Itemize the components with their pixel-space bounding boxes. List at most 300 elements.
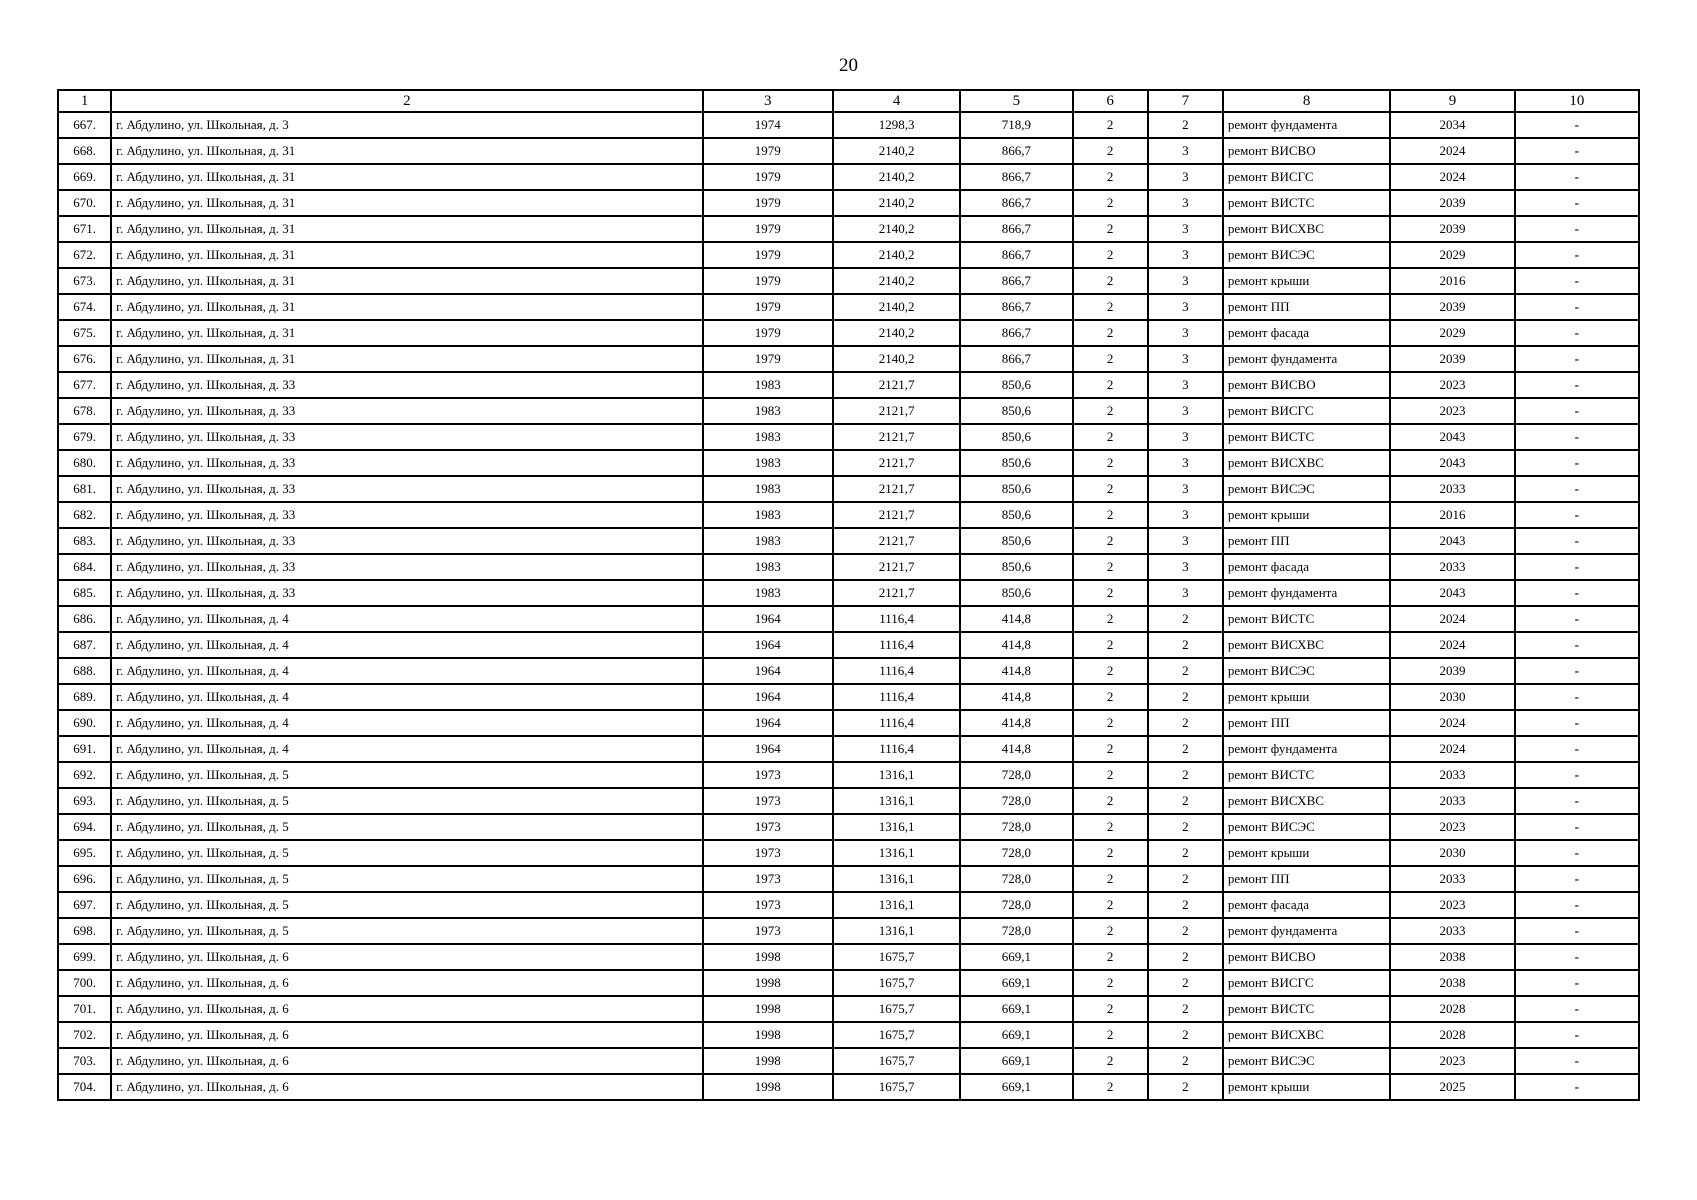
column-header: 1 — [58, 90, 111, 112]
col10-cell: - — [1515, 918, 1639, 944]
table-row — [58, 788, 1639, 814]
row-number-cell: 671. — [58, 216, 111, 242]
table-row — [58, 892, 1639, 918]
living-area-cell: 850,6 — [960, 424, 1072, 450]
table-row — [58, 944, 1639, 970]
table-row — [58, 814, 1639, 840]
work-type-cell: ремонт ПП — [1223, 866, 1390, 892]
table-row — [58, 736, 1639, 762]
planned-year-cell: 2033 — [1390, 762, 1514, 788]
col6-cell: 2 — [1073, 242, 1148, 268]
year-cell: 1979 — [703, 268, 833, 294]
planned-year-cell: 2030 — [1390, 840, 1514, 866]
living-area-cell: 866,7 — [960, 346, 1072, 372]
work-type-cell: ремонт ВИСВО — [1223, 138, 1390, 164]
total-area-cell: 1316,1 — [833, 814, 960, 840]
year-cell: 1998 — [703, 996, 833, 1022]
col7-cell: 2 — [1148, 606, 1223, 632]
living-area-cell: 414,8 — [960, 684, 1072, 710]
work-type-cell: ремонт ВИСЭС — [1223, 814, 1390, 840]
table-row — [58, 372, 1639, 398]
col6-cell: 2 — [1073, 346, 1148, 372]
address-cell: г. Абдулино, ул. Школьная, д. 5 — [111, 866, 702, 892]
living-area-cell: 866,7 — [960, 320, 1072, 346]
col7-cell: 3 — [1148, 216, 1223, 242]
table-row — [58, 996, 1639, 1022]
col6-cell: 2 — [1073, 788, 1148, 814]
table-row — [58, 866, 1639, 892]
total-area-cell: 1116,4 — [833, 684, 960, 710]
row-number-cell: 697. — [58, 892, 111, 918]
table-row — [58, 398, 1639, 424]
address-cell: г. Абдулино, ул. Школьная, д. 31 — [111, 346, 702, 372]
col7-cell: 2 — [1148, 788, 1223, 814]
row-number-cell: 704. — [58, 1074, 111, 1100]
table-row — [58, 450, 1639, 476]
year-cell: 1983 — [703, 372, 833, 398]
planned-year-cell: 2039 — [1390, 294, 1514, 320]
row-number-cell: 698. — [58, 918, 111, 944]
row-number-cell: 696. — [58, 866, 111, 892]
living-area-cell: 718,9 — [960, 112, 1072, 138]
total-area-cell: 2121,7 — [833, 554, 960, 580]
total-area-cell: 2121,7 — [833, 502, 960, 528]
planned-year-cell: 2028 — [1390, 1022, 1514, 1048]
living-area-cell: 850,6 — [960, 372, 1072, 398]
col10-cell: - — [1515, 554, 1639, 580]
total-area-cell: 2121,7 — [833, 580, 960, 606]
work-type-cell: ремонт ВИСХВС — [1223, 450, 1390, 476]
col6-cell: 2 — [1073, 684, 1148, 710]
row-number-cell: 699. — [58, 944, 111, 970]
planned-year-cell: 2033 — [1390, 866, 1514, 892]
planned-year-cell: 2028 — [1390, 996, 1514, 1022]
year-cell: 1964 — [703, 658, 833, 684]
work-type-cell: ремонт ВИСЭС — [1223, 242, 1390, 268]
planned-year-cell: 2039 — [1390, 346, 1514, 372]
col10-cell: - — [1515, 424, 1639, 450]
planned-year-cell: 2043 — [1390, 580, 1514, 606]
col10-cell: - — [1515, 242, 1639, 268]
col6-cell: 2 — [1073, 580, 1148, 606]
col6-cell: 2 — [1073, 164, 1148, 190]
col6-cell: 2 — [1073, 1022, 1148, 1048]
living-area-cell: 669,1 — [960, 1022, 1072, 1048]
col6-cell: 2 — [1073, 892, 1148, 918]
total-area-cell: 1116,4 — [833, 736, 960, 762]
year-cell: 1979 — [703, 216, 833, 242]
total-area-cell: 2121,7 — [833, 450, 960, 476]
table-row — [58, 632, 1639, 658]
col7-cell: 2 — [1148, 814, 1223, 840]
column-header: 2 — [111, 90, 702, 112]
col7-cell: 3 — [1148, 528, 1223, 554]
work-type-cell: ремонт ВИСТС — [1223, 606, 1390, 632]
col6-cell: 2 — [1073, 294, 1148, 320]
row-number-cell: 690. — [58, 710, 111, 736]
planned-year-cell: 2016 — [1390, 268, 1514, 294]
address-cell: г. Абдулино, ул. Школьная, д. 31 — [111, 190, 702, 216]
col7-cell: 2 — [1148, 866, 1223, 892]
col6-cell: 2 — [1073, 1074, 1148, 1100]
year-cell: 1974 — [703, 112, 833, 138]
table-row — [58, 294, 1639, 320]
year-cell: 1973 — [703, 788, 833, 814]
col6-cell: 2 — [1073, 606, 1148, 632]
col10-cell: - — [1515, 346, 1639, 372]
row-number-cell: 686. — [58, 606, 111, 632]
table-row — [58, 684, 1639, 710]
total-area-cell: 1675,7 — [833, 944, 960, 970]
col6-cell: 2 — [1073, 554, 1148, 580]
year-cell: 1983 — [703, 554, 833, 580]
col10-cell: - — [1515, 190, 1639, 216]
total-area-cell: 2140,2 — [833, 294, 960, 320]
address-cell: г. Абдулино, ул. Школьная, д. 6 — [111, 1022, 702, 1048]
address-cell: г. Абдулино, ул. Школьная, д. 31 — [111, 164, 702, 190]
col6-cell: 2 — [1073, 736, 1148, 762]
col10-cell: - — [1515, 502, 1639, 528]
table-row — [58, 840, 1639, 866]
address-cell: г. Абдулино, ул. Школьная, д. 33 — [111, 450, 702, 476]
col10-cell: - — [1515, 320, 1639, 346]
column-header: 3 — [703, 90, 833, 112]
col6-cell: 2 — [1073, 112, 1148, 138]
living-area-cell: 866,7 — [960, 190, 1072, 216]
address-cell: г. Абдулино, ул. Школьная, д. 6 — [111, 996, 702, 1022]
year-cell: 1998 — [703, 944, 833, 970]
address-cell: г. Абдулино, ул. Школьная, д. 4 — [111, 710, 702, 736]
col7-cell: 3 — [1148, 138, 1223, 164]
year-cell: 1973 — [703, 918, 833, 944]
col10-cell: - — [1515, 294, 1639, 320]
col10-cell: - — [1515, 606, 1639, 632]
row-number-cell: 689. — [58, 684, 111, 710]
address-cell: г. Абдулино, ул. Школьная, д. 31 — [111, 268, 702, 294]
table-row — [58, 216, 1639, 242]
col6-cell: 2 — [1073, 138, 1148, 164]
address-cell: г. Абдулино, ул. Школьная, д. 31 — [111, 294, 702, 320]
living-area-cell: 414,8 — [960, 736, 1072, 762]
repair-schedule-table — [57, 89, 1640, 1101]
col10-cell: - — [1515, 112, 1639, 138]
living-area-cell: 414,8 — [960, 632, 1072, 658]
table-body — [58, 112, 1639, 1100]
column-header: 6 — [1073, 90, 1148, 112]
living-area-cell: 669,1 — [960, 944, 1072, 970]
col10-cell: - — [1515, 840, 1639, 866]
year-cell: 1973 — [703, 866, 833, 892]
year-cell: 1998 — [703, 1048, 833, 1074]
col6-cell: 2 — [1073, 866, 1148, 892]
year-cell: 1983 — [703, 450, 833, 476]
year-cell: 1973 — [703, 762, 833, 788]
table-row — [58, 476, 1639, 502]
year-cell: 1973 — [703, 892, 833, 918]
work-type-cell: ремонт ВИСВО — [1223, 944, 1390, 970]
year-cell: 1983 — [703, 580, 833, 606]
living-area-cell: 850,6 — [960, 398, 1072, 424]
row-number-cell: 703. — [58, 1048, 111, 1074]
table-row — [58, 346, 1639, 372]
address-cell: г. Абдулино, ул. Школьная, д. 6 — [111, 944, 702, 970]
living-area-cell: 414,8 — [960, 710, 1072, 736]
work-type-cell: ремонт ВИСТС — [1223, 762, 1390, 788]
total-area-cell: 1116,4 — [833, 632, 960, 658]
column-header: 5 — [960, 90, 1072, 112]
planned-year-cell: 2033 — [1390, 476, 1514, 502]
col7-cell: 2 — [1148, 658, 1223, 684]
row-number-cell: 683. — [58, 528, 111, 554]
total-area-cell: 1675,7 — [833, 996, 960, 1022]
address-cell: г. Абдулино, ул. Школьная, д. 33 — [111, 580, 702, 606]
address-cell: г. Абдулино, ул. Школьная, д. 4 — [111, 658, 702, 684]
planned-year-cell: 2038 — [1390, 944, 1514, 970]
col6-cell: 2 — [1073, 658, 1148, 684]
table-row — [58, 112, 1639, 138]
work-type-cell: ремонт фундамента — [1223, 112, 1390, 138]
row-number-cell: 700. — [58, 970, 111, 996]
col7-cell: 3 — [1148, 320, 1223, 346]
row-number-cell: 681. — [58, 476, 111, 502]
table-row — [58, 190, 1639, 216]
column-header: 9 — [1390, 90, 1514, 112]
col10-cell: - — [1515, 996, 1639, 1022]
row-number-cell: 692. — [58, 762, 111, 788]
table-row — [58, 242, 1639, 268]
col7-cell: 2 — [1148, 840, 1223, 866]
living-area-cell: 866,7 — [960, 268, 1072, 294]
total-area-cell: 1316,1 — [833, 892, 960, 918]
col7-cell: 3 — [1148, 372, 1223, 398]
col10-cell: - — [1515, 892, 1639, 918]
planned-year-cell: 2043 — [1390, 450, 1514, 476]
year-cell: 1979 — [703, 164, 833, 190]
row-number-cell: 673. — [58, 268, 111, 294]
col7-cell: 3 — [1148, 502, 1223, 528]
total-area-cell: 1116,4 — [833, 710, 960, 736]
row-number-cell: 678. — [58, 398, 111, 424]
table-row — [58, 554, 1639, 580]
year-cell: 1983 — [703, 424, 833, 450]
planned-year-cell: 2034 — [1390, 112, 1514, 138]
year-cell: 1964 — [703, 632, 833, 658]
address-cell: г. Абдулино, ул. Школьная, д. 6 — [111, 1074, 702, 1100]
table-row — [58, 606, 1639, 632]
total-area-cell: 1116,4 — [833, 606, 960, 632]
address-cell: г. Абдулино, ул. Школьная, д. 5 — [111, 840, 702, 866]
total-area-cell: 1675,7 — [833, 970, 960, 996]
work-type-cell: ремонт фасада — [1223, 554, 1390, 580]
table-row — [58, 424, 1639, 450]
col6-cell: 2 — [1073, 450, 1148, 476]
page-number: 20 — [839, 55, 858, 76]
year-cell: 1964 — [703, 606, 833, 632]
address-cell: г. Абдулино, ул. Школьная, д. 33 — [111, 502, 702, 528]
col7-cell: 3 — [1148, 268, 1223, 294]
col10-cell: - — [1515, 164, 1639, 190]
table-row — [58, 164, 1639, 190]
col10-cell: - — [1515, 216, 1639, 242]
column-header: 4 — [833, 90, 960, 112]
col7-cell: 2 — [1148, 710, 1223, 736]
work-type-cell: ремонт фасада — [1223, 320, 1390, 346]
col6-cell: 2 — [1073, 918, 1148, 944]
col7-cell: 2 — [1148, 944, 1223, 970]
living-area-cell: 728,0 — [960, 762, 1072, 788]
total-area-cell: 1298,3 — [833, 112, 960, 138]
col10-cell: - — [1515, 866, 1639, 892]
table-row — [58, 1022, 1639, 1048]
row-number-cell: 670. — [58, 190, 111, 216]
table-header — [58, 90, 1639, 112]
address-cell: г. Абдулино, ул. Школьная, д. 33 — [111, 554, 702, 580]
planned-year-cell: 2024 — [1390, 606, 1514, 632]
work-type-cell: ремонт крыши — [1223, 1074, 1390, 1100]
total-area-cell: 2140,2 — [833, 138, 960, 164]
year-cell: 1979 — [703, 320, 833, 346]
row-number-cell: 672. — [58, 242, 111, 268]
col10-cell: - — [1515, 372, 1639, 398]
address-cell: г. Абдулино, ул. Школьная, д. 5 — [111, 918, 702, 944]
planned-year-cell: 2033 — [1390, 918, 1514, 944]
total-area-cell: 2140,2 — [833, 242, 960, 268]
col10-cell: - — [1515, 632, 1639, 658]
address-cell: г. Абдулино, ул. Школьная, д. 6 — [111, 1048, 702, 1074]
work-type-cell: ремонт ВИСЭС — [1223, 476, 1390, 502]
col7-cell: 2 — [1148, 996, 1223, 1022]
planned-year-cell: 2023 — [1390, 1048, 1514, 1074]
work-type-cell: ремонт ПП — [1223, 294, 1390, 320]
total-area-cell: 1316,1 — [833, 866, 960, 892]
year-cell: 1998 — [703, 970, 833, 996]
address-cell: г. Абдулино, ул. Школьная, д. 33 — [111, 424, 702, 450]
total-area-cell: 2121,7 — [833, 372, 960, 398]
row-number-cell: 675. — [58, 320, 111, 346]
table-row — [58, 710, 1639, 736]
planned-year-cell: 2033 — [1390, 788, 1514, 814]
col7-cell: 3 — [1148, 190, 1223, 216]
col10-cell: - — [1515, 1022, 1639, 1048]
total-area-cell: 2121,7 — [833, 528, 960, 554]
work-type-cell: ремонт ВИСГС — [1223, 970, 1390, 996]
total-area-cell: 2140,2 — [833, 346, 960, 372]
year-cell: 1998 — [703, 1022, 833, 1048]
living-area-cell: 669,1 — [960, 970, 1072, 996]
living-area-cell: 414,8 — [960, 606, 1072, 632]
col7-cell: 3 — [1148, 346, 1223, 372]
planned-year-cell: 2029 — [1390, 320, 1514, 346]
work-type-cell: ремонт крыши — [1223, 502, 1390, 528]
living-area-cell: 728,0 — [960, 788, 1072, 814]
row-number-cell: 674. — [58, 294, 111, 320]
total-area-cell: 2140,2 — [833, 320, 960, 346]
total-area-cell: 1316,1 — [833, 918, 960, 944]
table-row — [58, 138, 1639, 164]
work-type-cell: ремонт ВИСХВС — [1223, 788, 1390, 814]
col6-cell: 2 — [1073, 372, 1148, 398]
address-cell: г. Абдулино, ул. Школьная, д. 33 — [111, 398, 702, 424]
total-area-cell: 1675,7 — [833, 1048, 960, 1074]
col7-cell: 3 — [1148, 554, 1223, 580]
row-number-cell: 688. — [58, 658, 111, 684]
address-cell: г. Абдулино, ул. Школьная, д. 4 — [111, 684, 702, 710]
planned-year-cell: 2043 — [1390, 528, 1514, 554]
year-cell: 1983 — [703, 502, 833, 528]
total-area-cell: 2140,2 — [833, 216, 960, 242]
col6-cell: 2 — [1073, 944, 1148, 970]
col7-cell: 2 — [1148, 918, 1223, 944]
work-type-cell: ремонт ВИСЭС — [1223, 1048, 1390, 1074]
work-type-cell: ремонт фундамента — [1223, 918, 1390, 944]
col10-cell: - — [1515, 268, 1639, 294]
row-number-cell: 667. — [58, 112, 111, 138]
col6-cell: 2 — [1073, 190, 1148, 216]
living-area-cell: 669,1 — [960, 996, 1072, 1022]
col7-cell: 2 — [1148, 892, 1223, 918]
address-cell: г. Абдулино, ул. Школьная, д. 4 — [111, 632, 702, 658]
row-number-cell: 684. — [58, 554, 111, 580]
col6-cell: 2 — [1073, 476, 1148, 502]
work-type-cell: ремонт фундамента — [1223, 580, 1390, 606]
year-cell: 1979 — [703, 346, 833, 372]
work-type-cell: ремонт ВИСВО — [1223, 372, 1390, 398]
year-cell: 1964 — [703, 684, 833, 710]
col6-cell: 2 — [1073, 528, 1148, 554]
year-cell: 1979 — [703, 294, 833, 320]
planned-year-cell: 2023 — [1390, 372, 1514, 398]
col7-cell: 2 — [1148, 1022, 1223, 1048]
address-cell: г. Абдулино, ул. Школьная, д. 33 — [111, 528, 702, 554]
col10-cell: - — [1515, 944, 1639, 970]
col6-cell: 2 — [1073, 1048, 1148, 1074]
row-number-cell: 677. — [58, 372, 111, 398]
work-type-cell: ремонт фундамента — [1223, 736, 1390, 762]
col7-cell: 2 — [1148, 1074, 1223, 1100]
total-area-cell: 1316,1 — [833, 788, 960, 814]
col7-cell: 3 — [1148, 580, 1223, 606]
address-cell: г. Абдулино, ул. Школьная, д. 31 — [111, 138, 702, 164]
col10-cell: - — [1515, 788, 1639, 814]
table-row — [58, 970, 1639, 996]
work-type-cell: ремонт фундамента — [1223, 346, 1390, 372]
total-area-cell: 2140,2 — [833, 268, 960, 294]
table-row — [58, 762, 1639, 788]
address-cell: г. Абдулино, ул. Школьная, д. 33 — [111, 476, 702, 502]
year-cell: 1983 — [703, 528, 833, 554]
planned-year-cell: 2033 — [1390, 554, 1514, 580]
living-area-cell: 728,0 — [960, 892, 1072, 918]
col10-cell: - — [1515, 528, 1639, 554]
living-area-cell: 866,7 — [960, 242, 1072, 268]
col7-cell: 2 — [1148, 632, 1223, 658]
col7-cell: 2 — [1148, 736, 1223, 762]
col6-cell: 2 — [1073, 216, 1148, 242]
table-row — [58, 320, 1639, 346]
col7-cell: 2 — [1148, 1048, 1223, 1074]
living-area-cell: 850,6 — [960, 502, 1072, 528]
col7-cell: 2 — [1148, 112, 1223, 138]
row-number-cell: 669. — [58, 164, 111, 190]
col7-cell: 3 — [1148, 242, 1223, 268]
work-type-cell: ремонт ПП — [1223, 710, 1390, 736]
row-number-cell: 679. — [58, 424, 111, 450]
planned-year-cell: 2043 — [1390, 424, 1514, 450]
col6-cell: 2 — [1073, 632, 1148, 658]
work-type-cell: ремонт ВИСЭС — [1223, 658, 1390, 684]
address-cell: г. Абдулино, ул. Школьная, д. 5 — [111, 814, 702, 840]
row-number-cell: 682. — [58, 502, 111, 528]
